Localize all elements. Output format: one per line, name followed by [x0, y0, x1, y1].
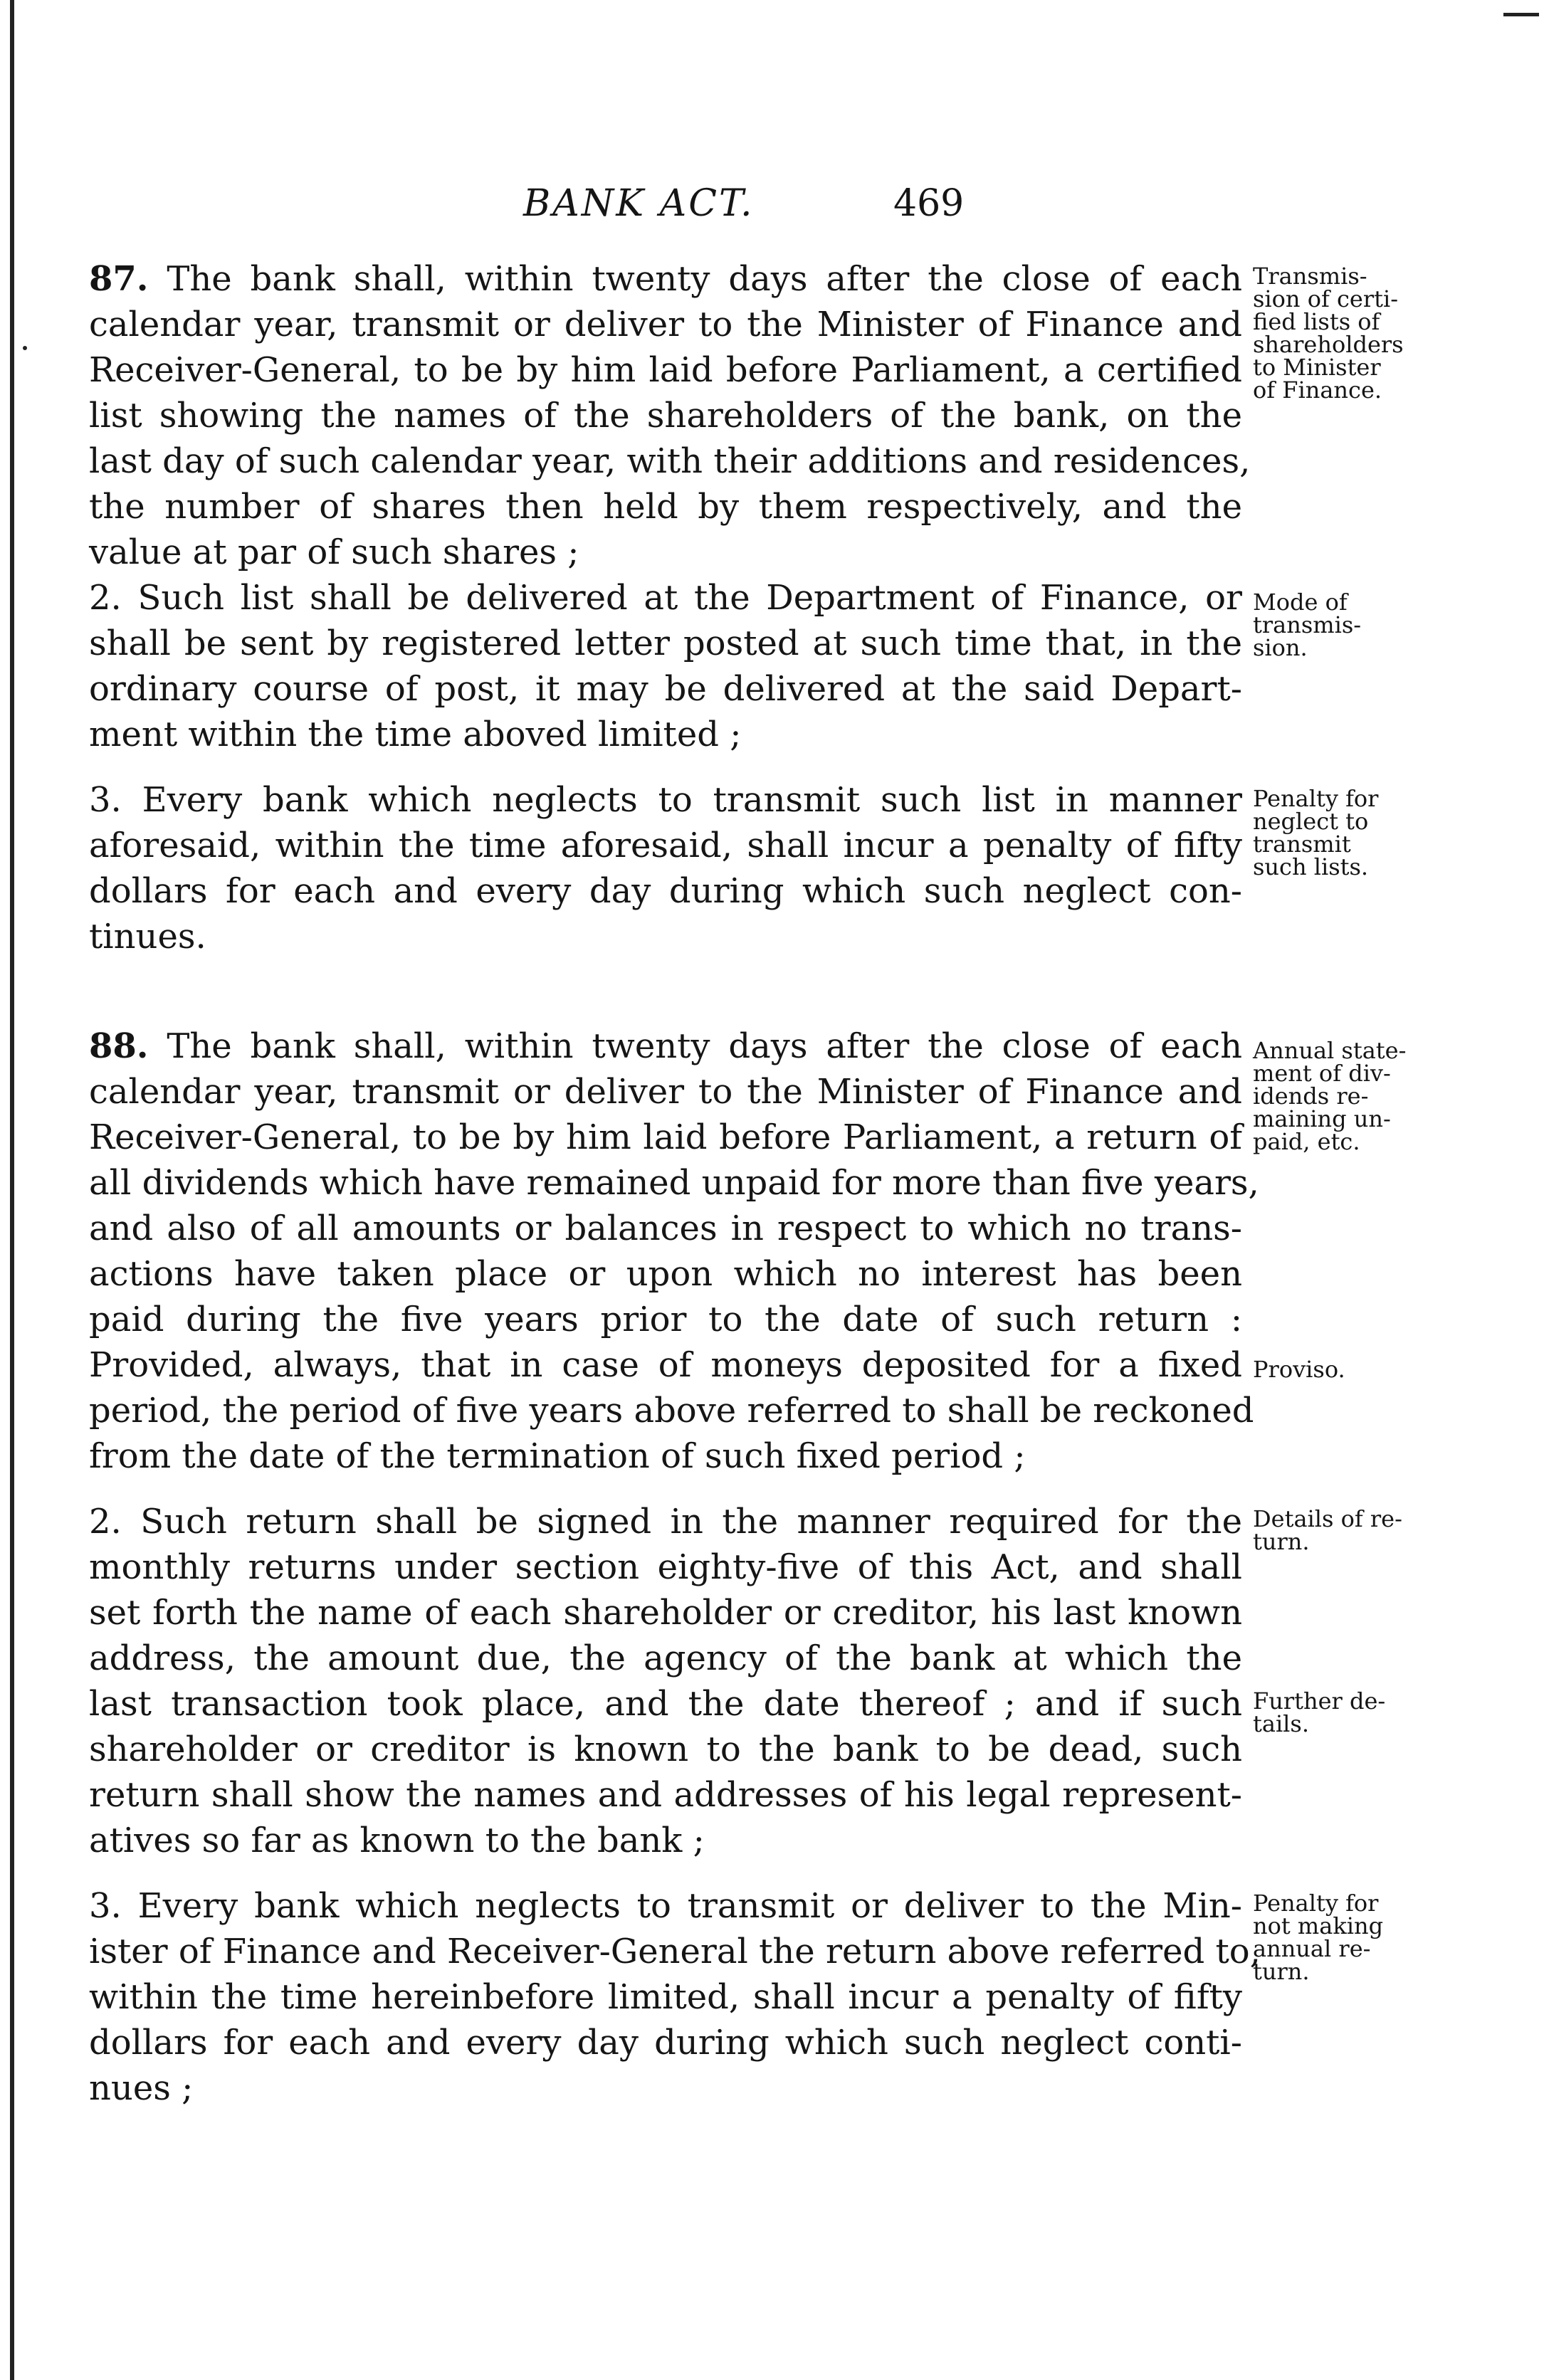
margin-note-line: Mode of	[1253, 589, 1348, 616]
text-line: 3. Every bank which neglects to transmit or deliver to the Min-	[89, 1886, 1242, 1926]
text-line: Provided, always, that in case of moneys deposited for a fixed	[89, 1345, 1242, 1385]
page-edge-bar	[10, 0, 14, 2380]
text-line: dollars for each and every day during which such neglect con-	[89, 871, 1242, 911]
page-number: 469	[893, 182, 965, 225]
text-line: ordinary course of post, it may be delivered at the said Depart-	[89, 669, 1242, 709]
text-line: ister of Finance and Receiver-General the return above referred to,	[89, 1932, 1261, 1971]
text-line: tinues.	[89, 917, 206, 957]
text-line: period, the period of five years above referred to shall be reckoned	[89, 1391, 1254, 1431]
page-header	[0, 182, 1544, 239]
text-line: paid during the five years prior to the date of such return :	[89, 1300, 1242, 1339]
margin-note-line: Penalty for	[1253, 1890, 1379, 1917]
paragraph	[89, 777, 1379, 959]
paragraph	[89, 1023, 1407, 1479]
margin-note-line: of Finance.	[1253, 377, 1382, 404]
margin-note-proviso	[1253, 1358, 1488, 1381]
margin-note-line: Penalty for	[1253, 785, 1379, 812]
section-number: 87.	[89, 259, 149, 299]
paragraph	[89, 575, 1362, 757]
margin-note-line: transmis-	[1253, 611, 1362, 638]
text-line: shall be sent by registered letter posted at such time that, in the	[89, 623, 1242, 663]
text-line	[89, 256, 1242, 302]
margin-note-line: turn.	[1253, 1958, 1310, 1985]
text-line: Receiver-General, to be by him laid before Parliament, a return of	[89, 1117, 1242, 1157]
text-line: last day of such calendar year, with their additions and residences,	[89, 441, 1251, 481]
text-line: actions have taken place or upon which no interest has been	[89, 1254, 1242, 1294]
text-line: monthly returns under section eighty-five of this Act, and shall	[89, 1547, 1242, 1587]
margin-note	[1253, 787, 1488, 878]
paragraph	[89, 1499, 1402, 1863]
margin-note-line: paid, etc.	[1253, 1128, 1360, 1155]
margin-note-line: Details of re-	[1253, 1505, 1402, 1532]
margin-note-further	[1253, 1687, 1488, 1737]
text-line: and also of all amounts or balances in respect to which no trans-	[89, 1209, 1242, 1248]
text-line: from the date of the termination of such fixed period ;	[89, 1436, 1026, 1476]
margin-note-line: annual re-	[1253, 1935, 1371, 1962]
paragraph	[89, 1883, 1384, 2111]
text-line: value at par of such shares ;	[89, 532, 579, 572]
section-88	[89, 1023, 1407, 2111]
text-line: address, the amount due, the agency of the bank at which the	[89, 1638, 1242, 1678]
text-line: Receiver-General, to be by him laid before Parliament, a certified	[89, 350, 1242, 390]
text-line: set forth the name of each shareholder or creditor, his last known	[89, 1593, 1242, 1633]
text-line: 2. Such list shall be delivered at the Department of Finance, or	[89, 578, 1242, 618]
section-number: 88.	[89, 1026, 149, 1066]
margin-note	[1253, 1039, 1488, 1153]
text-line: return shall show the names and addresses of his legal represent-	[89, 1775, 1242, 1815]
margin-note-line: Annual state-	[1253, 1037, 1407, 1064]
margin-note-line: tails.	[1253, 1710, 1309, 1737]
margin-note	[1253, 263, 1488, 404]
text-line: within the time hereinbefore limited, shall incur a penalty of fifty	[89, 1977, 1242, 2017]
text-line: the number of shares then held by them respectively, and the	[89, 487, 1242, 527]
margin-note-line: to Minister	[1253, 354, 1381, 381]
text-line: atives so far as known to the bank ;	[89, 1821, 705, 1860]
page-edge-dash	[1503, 13, 1539, 16]
margin-note-line: shareholders	[1253, 331, 1404, 358]
margin-note-line: not making	[1253, 1912, 1384, 1939]
margin-note	[1253, 1507, 1488, 1553]
text-line	[89, 1023, 1242, 1069]
text-line: nues ;	[89, 2068, 194, 2108]
margin-note-line: sion.	[1253, 634, 1308, 661]
margin-note-line: idends re-	[1253, 1083, 1369, 1110]
text-line: ment within the time aboved limited ;	[89, 715, 742, 754]
margin-note-line: such lists.	[1253, 853, 1369, 880]
margin-note-line: fied lists of	[1253, 308, 1380, 335]
text-line: shareholder or creditor is known to the bank to be dead, such	[89, 1729, 1242, 1769]
section-87	[89, 256, 1404, 959]
page-edge-dot	[23, 346, 27, 350]
margin-note-line: sion of certi-	[1253, 285, 1399, 312]
margin-note-line: neglect to	[1253, 808, 1369, 835]
margin-note-line: Transmis-	[1253, 263, 1367, 290]
text-line: 2. Such return shall be signed in the manner required for the	[89, 1502, 1242, 1542]
text-line: calendar year, transmit or deliver to the Minister of Finance and	[89, 1072, 1242, 1112]
text-line: calendar year, transmit or deliver to the Minister of Finance and	[89, 305, 1242, 344]
text-line-content: The bank shall, within twenty days after the close of each	[167, 1026, 1242, 1066]
running-title: BANK ACT.	[523, 182, 755, 225]
margin-note	[1253, 1892, 1488, 1983]
text-line: aforesaid, within the time aforesaid, shall incur a penalty of fifty	[89, 826, 1242, 865]
margin-note-line: Proviso.	[1253, 1356, 1345, 1383]
text-line: all dividends which have remained unpaid for more than five years,	[89, 1163, 1259, 1203]
text-line: 3. Every bank which neglects to transmit such list in manner	[89, 780, 1242, 820]
text-line: last transaction took place, and the date thereof ; and if such	[89, 1684, 1242, 1724]
text-line: list showing the names of the shareholders of the bank, on the	[89, 396, 1242, 436]
text-line-content: The bank shall, within twenty days after the close of each	[167, 259, 1242, 299]
paragraph	[89, 256, 1404, 575]
margin-note-line: maining un-	[1253, 1105, 1391, 1132]
margin-note-line: transmit	[1253, 831, 1351, 858]
margin-note-line: ment of div-	[1253, 1060, 1391, 1087]
margin-note-line: Further de-	[1253, 1687, 1386, 1715]
text-line: dollars for each and every day during which such neglect conti-	[89, 2023, 1242, 2063]
margin-note-line: turn.	[1253, 1528, 1310, 1555]
margin-note	[1253, 591, 1488, 659]
